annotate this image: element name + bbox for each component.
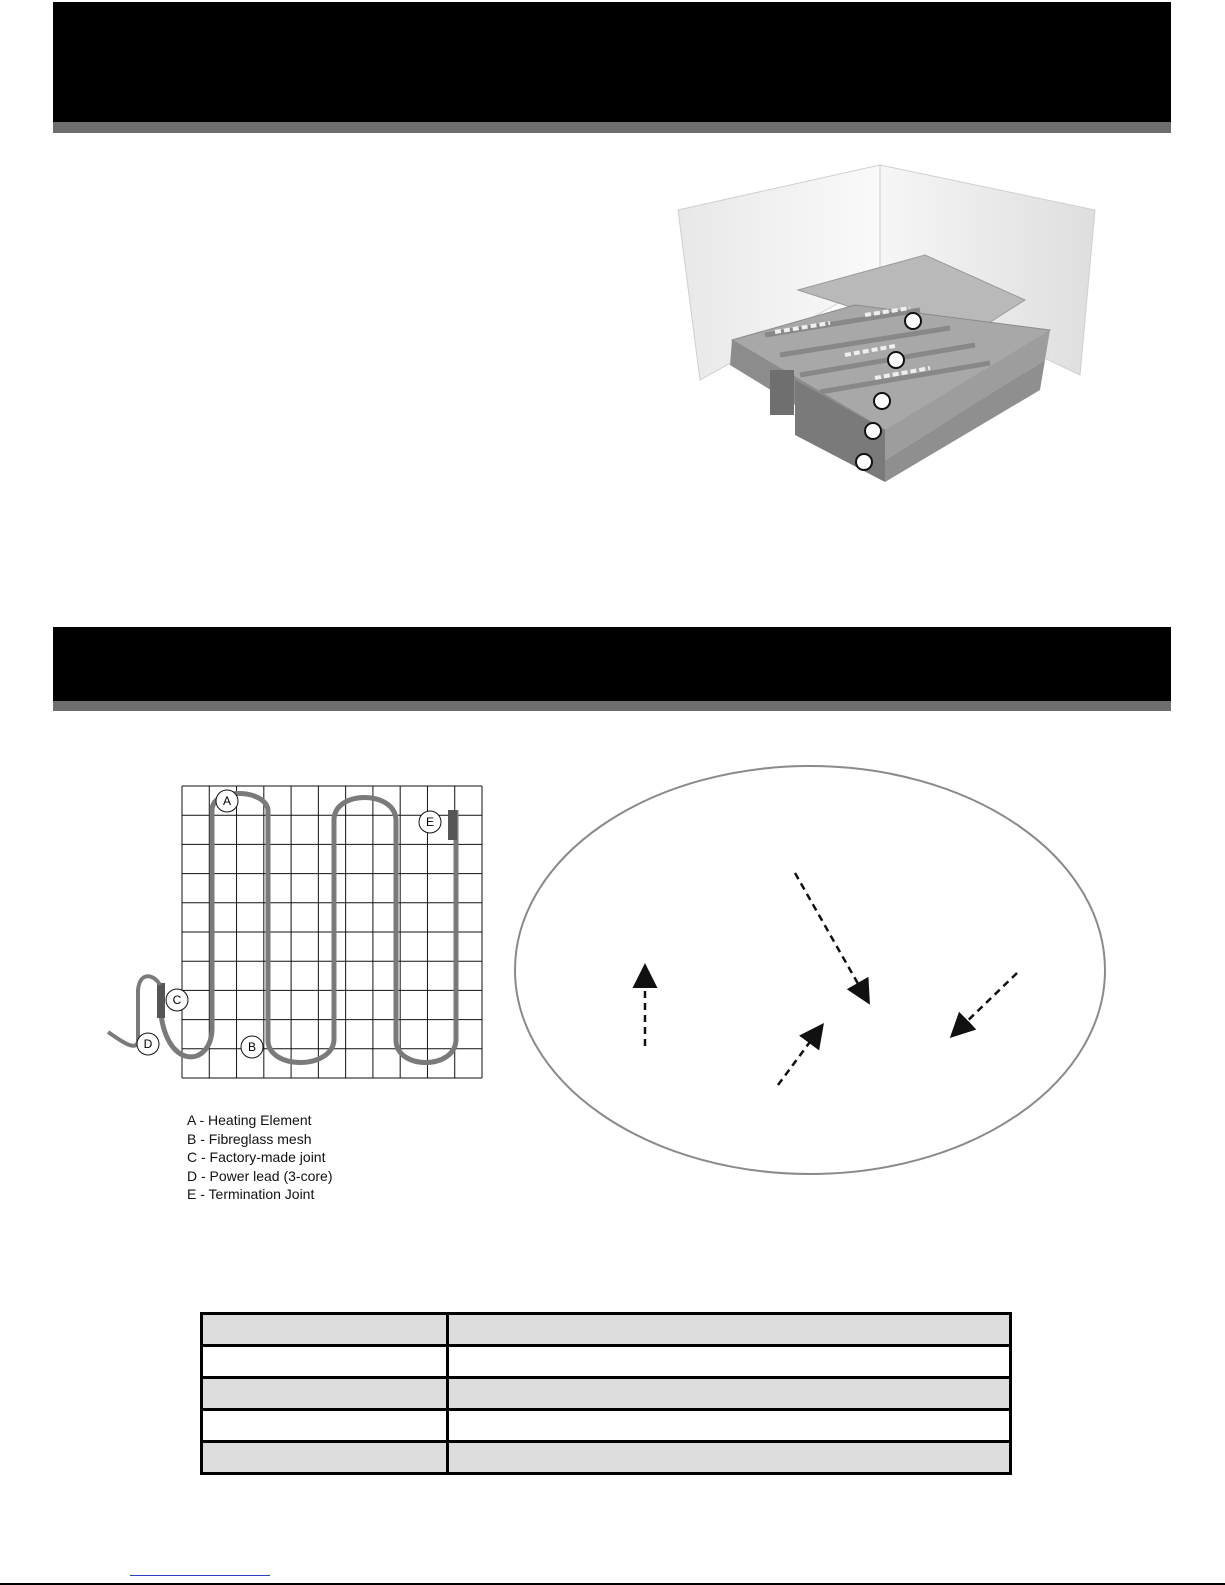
callout-circle [905, 313, 921, 329]
callout-b: B [247, 1040, 257, 1054]
heating-mat-diagram [100, 780, 490, 1085]
table-cell [448, 1442, 1011, 1474]
legend-item-d: D - Power lead (3-core) [187, 1167, 333, 1184]
table-cell [448, 1346, 1011, 1378]
callout-c: C [172, 993, 182, 1007]
callout-circle [888, 352, 904, 368]
factory-joint [157, 983, 165, 1018]
legend-item-a: A - Heating Element [187, 1112, 312, 1128]
legend-item-e: E - Termination Joint [187, 1186, 315, 1203]
table-cell [202, 1410, 448, 1442]
table-cell [202, 1346, 448, 1378]
table-cell [448, 1314, 1011, 1346]
arrow [795, 873, 865, 996]
oval-diagram [510, 763, 1110, 1178]
callout-circle [856, 454, 872, 470]
callout-circle [874, 393, 890, 409]
table-row [202, 1314, 1011, 1346]
mat-legend [187, 1111, 487, 1204]
section-banner-top [53, 2, 1171, 122]
oval-outline [515, 766, 1105, 1174]
heating-element-cable [160, 794, 456, 1063]
callout-d: D [143, 1037, 153, 1051]
section-banner-middle [53, 627, 1171, 701]
termination-joint [448, 810, 457, 840]
legend-item-c: C - Factory-made joint [187, 1149, 326, 1166]
banner-stripe-top [53, 122, 1171, 133]
table-cell [202, 1314, 448, 1346]
table-cell [448, 1410, 1011, 1442]
table-row [202, 1410, 1011, 1442]
airflow-arrows [645, 873, 1017, 1085]
spec-table [200, 1312, 1012, 1475]
banner-stripe-middle [53, 701, 1171, 711]
callout-a: A [222, 794, 232, 808]
table-cell [448, 1378, 1011, 1410]
table-row [202, 1378, 1011, 1410]
legend-item-b: B - Fibreglass mesh [187, 1130, 312, 1147]
callout-circle [865, 423, 881, 439]
arrow [778, 1031, 818, 1085]
arrow [957, 973, 1017, 1031]
table-cell [202, 1378, 448, 1410]
joist [770, 370, 794, 415]
table-row [202, 1442, 1011, 1474]
floor-construction-illustration [670, 160, 1110, 490]
callout-e: E [425, 815, 435, 829]
table-row [202, 1346, 1011, 1378]
table-cell [202, 1442, 448, 1474]
footer-link-underline[interactable] [130, 1575, 270, 1576]
